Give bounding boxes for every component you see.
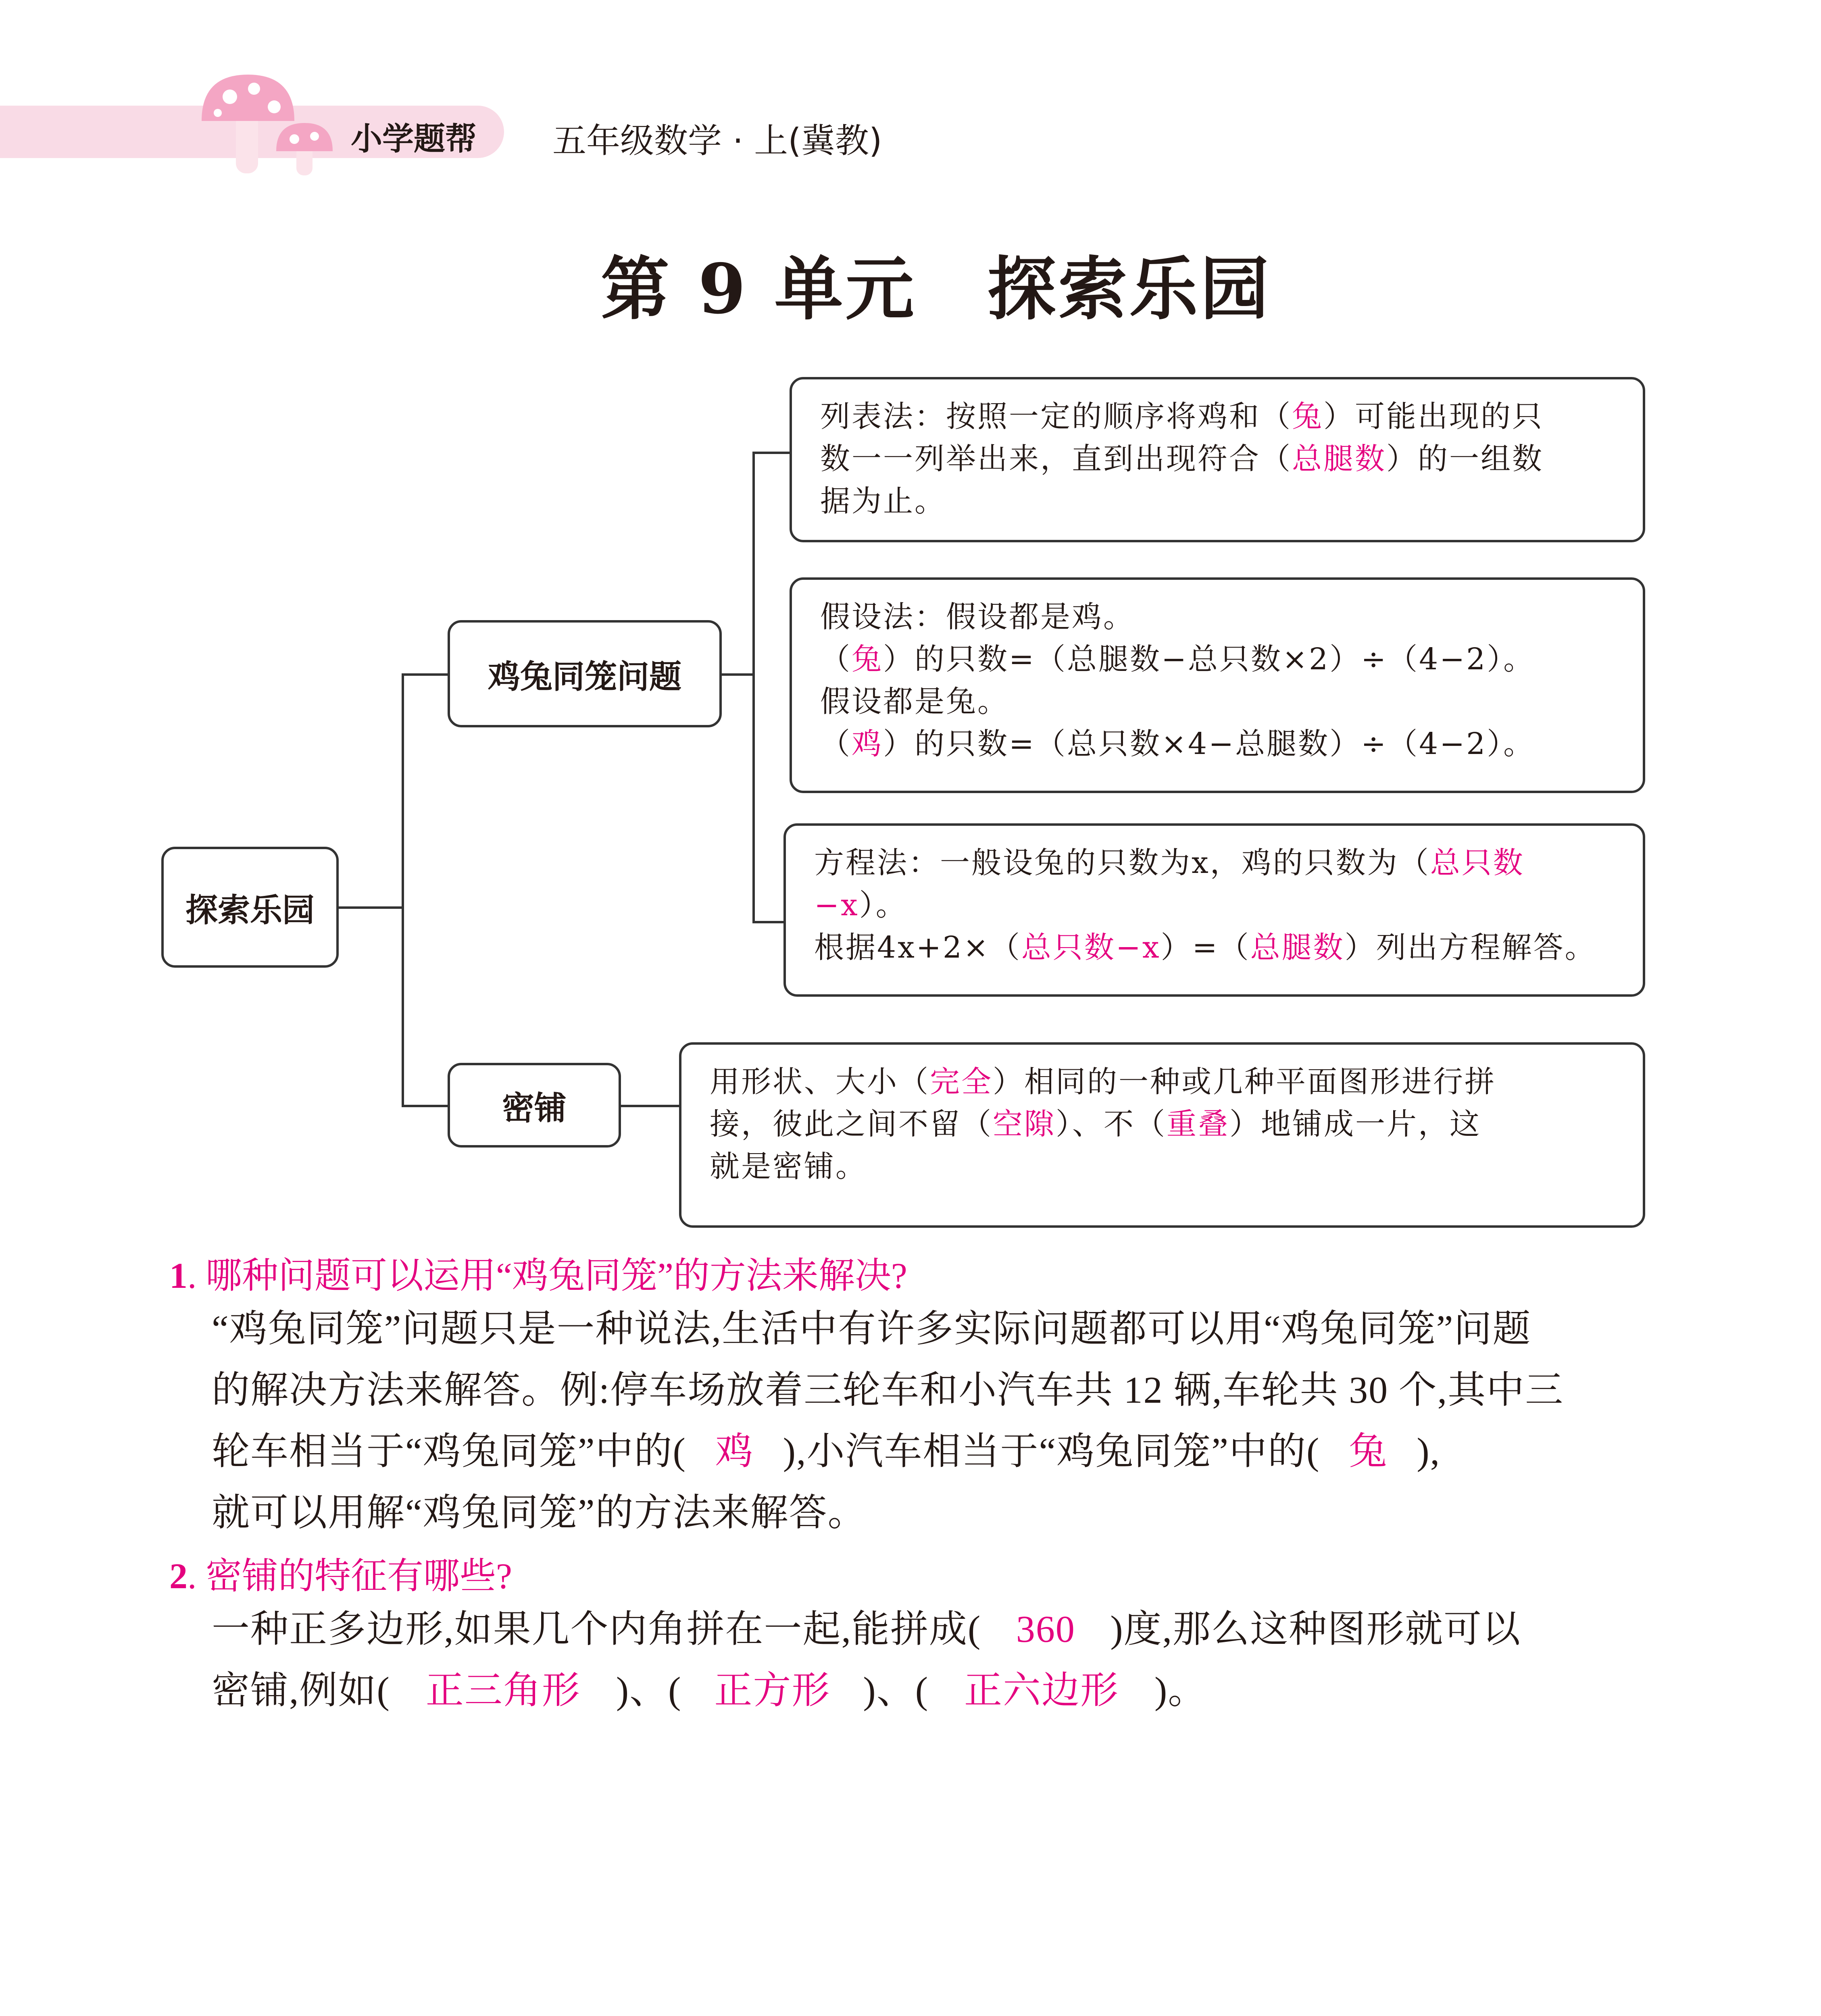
answer: 总只数 xyxy=(1430,846,1525,880)
answer: 兔 xyxy=(1292,399,1323,434)
answer-2: 一种正多边形,如果几个内角拼在一起,能拼成( 360 )度,那么这种图形就可以 密铺,例如( 正三角形 )、( 正方形 )、( 正六边形 )。 xyxy=(212,1599,1647,1721)
connector xyxy=(402,1105,448,1107)
answer: 重叠 xyxy=(1167,1107,1229,1141)
answer: 完全 xyxy=(930,1064,993,1099)
question-number: 2 xyxy=(169,1556,188,1596)
connector xyxy=(722,673,754,676)
brand-label: 小学题帮 xyxy=(351,121,477,157)
tiling-box: 用形状、大小（完全）相同的一种或几种平面图形进行拼 接，彼此之间不留（空隙）、不（重叠）地铺成一片，这 就是密铺。 xyxy=(679,1042,1645,1228)
connector xyxy=(752,921,785,923)
connector xyxy=(621,1105,681,1107)
assume-method-box: 假设法：假设都是鸡。 （兔）的只数=（总腿数−总只数×2）÷（4−2）。 假设都是兔。 （鸡）的只数=（总只数×4−总腿数）÷（4−2）。 xyxy=(790,577,1645,793)
list-method-box: 列表法：按照一定的顺序将鸡和（兔）可能出现的只 数一一列举出来，直到出现符合（总腿数）的一组数 据为止。 xyxy=(790,377,1645,542)
fill-blank: 360 xyxy=(1016,1608,1075,1650)
answer: 鸡 xyxy=(852,727,883,761)
branch-tiling: 密铺 xyxy=(448,1063,621,1148)
answer: 兔 xyxy=(852,642,883,677)
answer: 总只数−x xyxy=(1021,930,1161,965)
fill-blank: 兔 xyxy=(1349,1431,1388,1472)
fill-blank: 正六边形 xyxy=(964,1670,1119,1712)
answer: 总腿数 xyxy=(1292,442,1386,476)
branch-chicken-rabbit: 鸡兔同笼问题 xyxy=(448,620,722,727)
fill-blank: 鸡 xyxy=(715,1431,754,1472)
equation-method-box: 方程法：一般设兔的只数为x，鸡的只数为（总只数 −x）。 根据4x+2×（总只数−x）=（总腿数）列出方程解答。 xyxy=(783,823,1645,997)
root-node: 探索乐园 xyxy=(161,847,339,968)
answer-1: “鸡兔同笼”问题只是一种说法,生活中有许多实际问题都可以用“鸡兔同笼”问题 的解决方法来解答。例:停车场放着三轮车和小汽车共 12 辆,车轮共 30 个,其中三 轮车相当于“鸡兔同笼”中的( 鸡 ),小汽车相当于“鸡兔同笼”中的( 兔 ), 就可以用解“鸡兔同笼”的方法来解答。 xyxy=(212,1308,1564,1534)
connector xyxy=(402,673,404,1107)
connector xyxy=(752,452,755,923)
connector xyxy=(339,906,403,909)
fill-blank: 正方形 xyxy=(714,1670,831,1712)
answer: 空隙 xyxy=(993,1107,1056,1141)
fill-blank: 正三角形 xyxy=(425,1670,581,1712)
answer: 总腿数 xyxy=(1250,930,1345,965)
question-number: 1 xyxy=(169,1256,188,1296)
question-1: 1. 哪种问题可以运用“鸡兔同笼”的方法来解决? xyxy=(169,1256,907,1296)
answer: −x xyxy=(814,888,859,923)
book-title: 五年级数学 · 上(冀教) xyxy=(552,121,882,160)
connector xyxy=(402,673,448,676)
connector xyxy=(752,452,791,454)
question-2: 2. 密铺的特征有哪些? xyxy=(169,1556,512,1596)
mushroom-icon xyxy=(194,65,347,177)
page-title: 第 9 单元 探索乐园 xyxy=(601,249,1271,329)
